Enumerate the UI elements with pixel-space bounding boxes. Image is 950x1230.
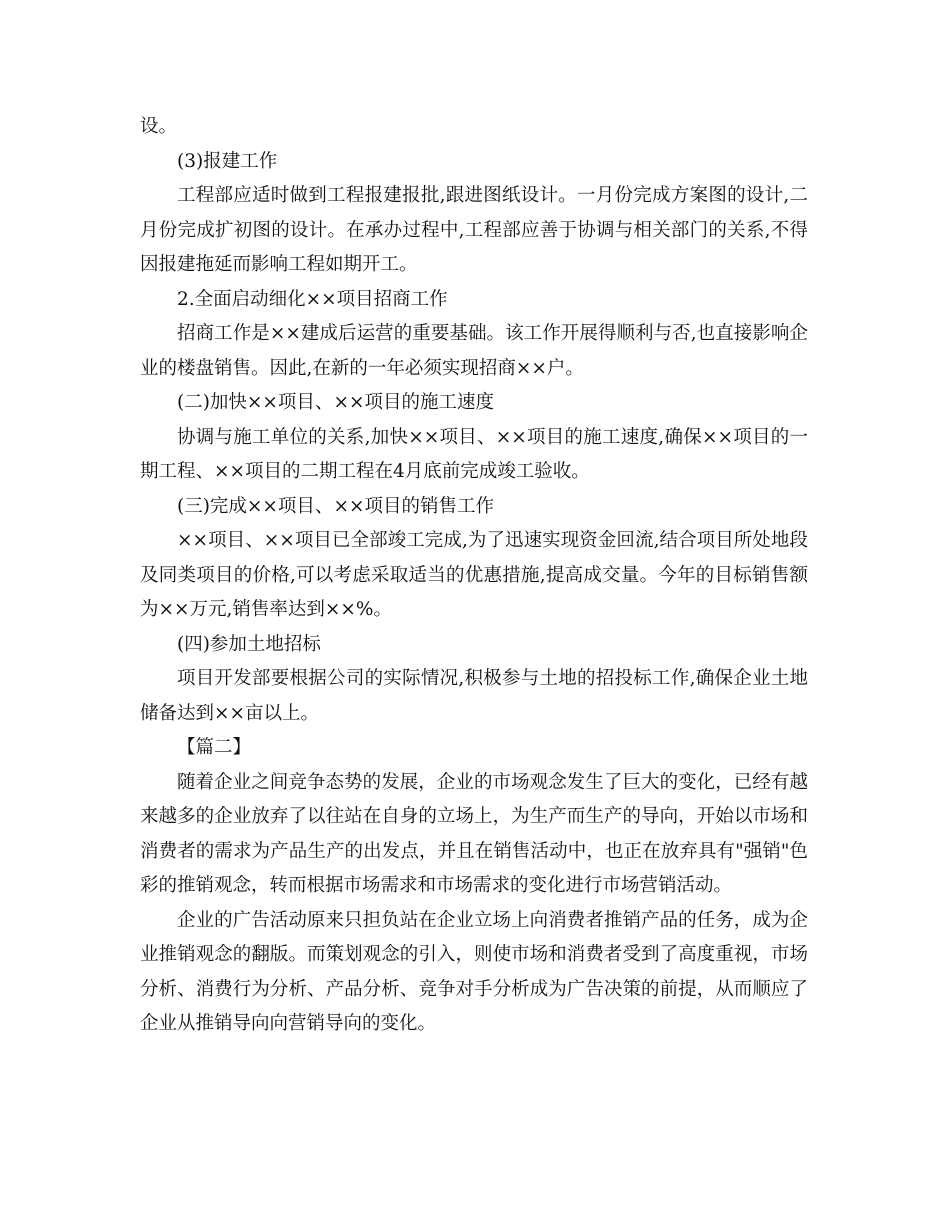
paragraph-investment: 招商工作是××建成后运营的重要基础。该工作开展得顺利与否,也直接影响企业的楼盘销售。因此,在新的一年必须实现招商××户。 [140, 323, 808, 379]
paragraph-advertising: 企业的广告活动原来只担负站在企业立场上向消费者推销产品的任务，成为企业推销观念的翻版。而策划观念的引入，则使市场和消费者受到了高度重视，市场分析、消费行为分析、产品分析、竞争对手分析成为广告决策的前提，从而顺应了企业从推销导向向营销导向的变化。 [140, 909, 808, 1034]
paragraph-sales: ××项目、××项目已全部竣工完成,为了迅速实现资金回流,结合项目所处地段及同类项目的价格,可以考虑采取适当的优惠措施,提高成交量。今年的目标销售额为××万元,销售率达到××%。 [140, 530, 808, 620]
document-body [140, 110, 808, 1042]
paragraph-market-concept: 随着企业之间竞争态势的发展，企业的市场观念发生了巨大的变化，已经有越来越多的企业放弃了以往站在自身的立场上，为生产而生产的导向，开始以市场和消费者的需求为产品生产的出发点，并且在销售活动中，也正在放弃具有"强销"色彩的推销观念，转而根据市场需求和市场需求的变化进行市场营销活动。 [140, 771, 808, 896]
paragraph-continuation: 设。 [140, 116, 178, 137]
section-heading-land-bidding: (四)参加土地招标 [177, 633, 321, 655]
section-heading-part-two: 【篇二】 [177, 737, 252, 758]
paragraph-report-construction: 工程部应适时做到工程报建报批,跟进图纸设计。一月份完成方案图的设计,二月份完成扩初图的设计。在承办过程中,工程部应善于协调与相关部门的关系,不得因报建拖延而影响工程如期开工。 [140, 185, 808, 275]
section-heading-investment: 2.全面启动细化××项目招商工作 [177, 288, 448, 310]
section-heading-sales: (三)完成××项目、××项目的销售工作 [177, 495, 494, 517]
section-heading-report-construction: (3)报建工作 [177, 150, 278, 172]
paragraph-construction-speed: 协调与施工单位的关系,加快××项目、××项目的施工速度,确保××项目的一期工程、××项目的二期工程在4月底前完成竣工验收。 [140, 426, 808, 482]
paragraph-land-bidding: 项目开发部要根据公司的实际情况,积极参与土地的招投标工作,确保企业土地储备达到××亩以上。 [140, 668, 808, 724]
section-heading-construction-speed: (二)加快××项目、××项目的施工速度 [177, 392, 494, 413]
